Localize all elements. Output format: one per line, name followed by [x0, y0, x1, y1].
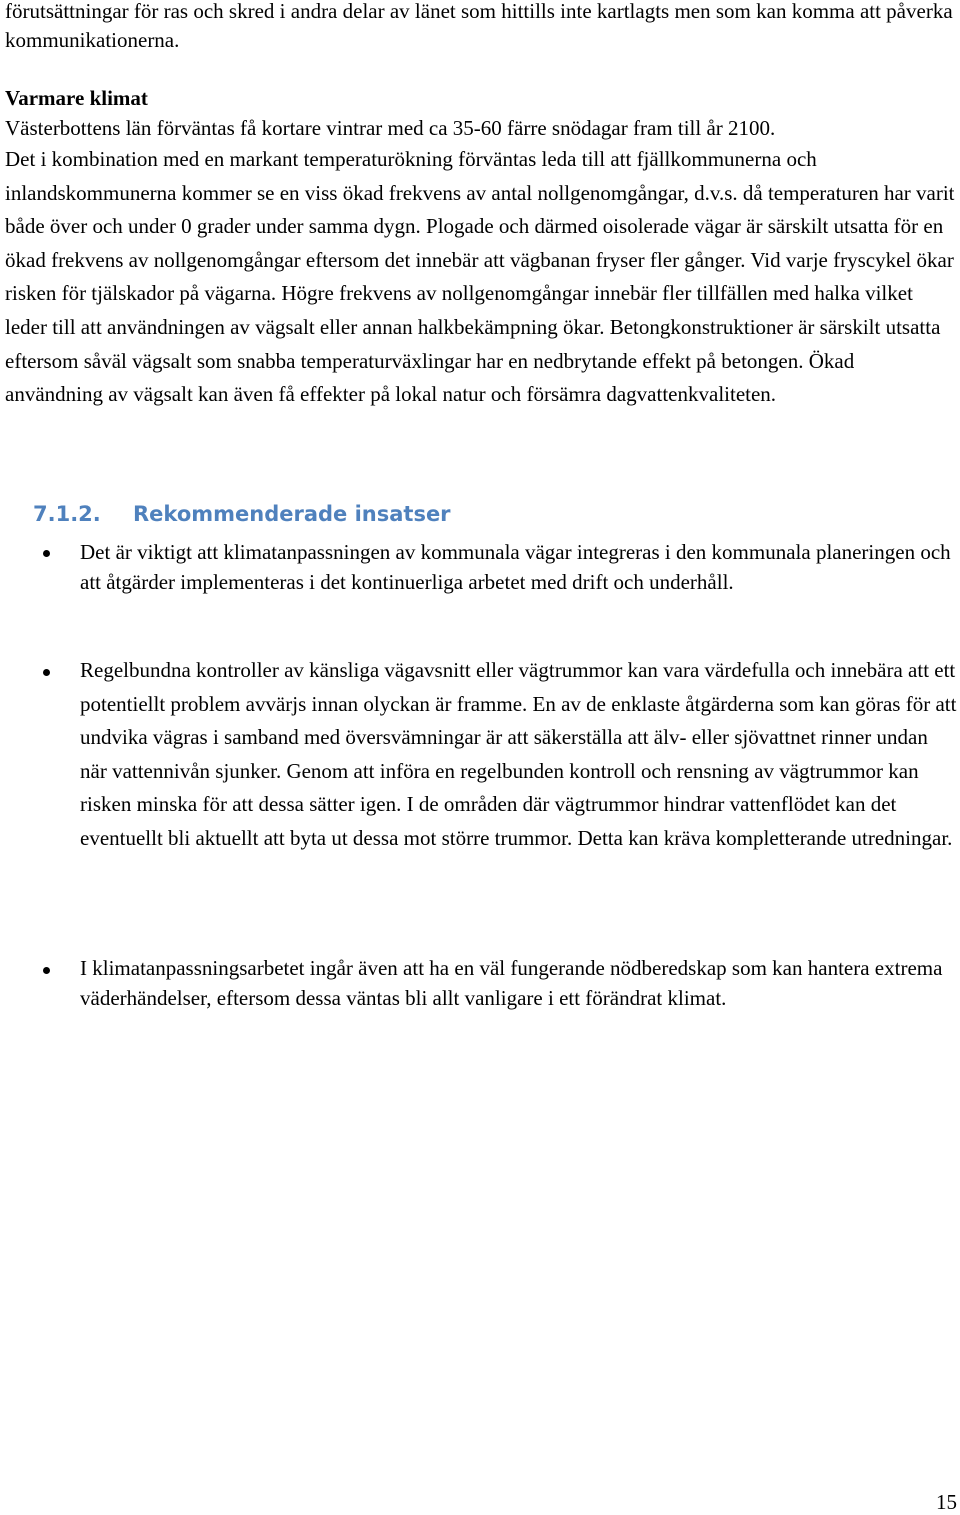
bullet-item: Det är viktigt att klimatanpassningen av kommunala vägar integreras i den kommunala planeringen och att åtgärder implementeras i det kontinuerliga arbetet med drift och underhåll. [80, 540, 951, 594]
climate-block [5, 83, 955, 143]
climate-first-line: Västerbottens län förväntas få kortare vintrar med ca 35-60 färre snödagar fram till år 2100. [5, 116, 776, 140]
bullet-item: I klimatanpassningsarbetet ingår även att ha en väl fungerande nödberedskap som kan hantera extrema väderhändelser, eftersom dessa väntas bli allt vanligare i ett förändrat klimat. [80, 956, 943, 1010]
page-number: 15 [936, 1490, 957, 1514]
climate-body-paragraph: Det i kombination med en markant temperaturökning förväntas leda till att fjällkommunerna och inlandskommunerna kommer se en viss ökad frekvens av antal nollgenomgångar, d.v.s. då temperaturen har varit både över och under 0 grader under samma dygn. Plogade och därmed oisolerade vägar är särskilt utsatta för en ökad frekvens av nollgenomgångar eftersom det innebär att vägbanan fryser fler gånger. Vid varje fryscykel ökar risken för tjälskador på vägarna. Högre frekvens av nollgenomgångar innebär fler tillfällen med halka vilket leder till att användningen av vägsalt eller annan halkbekämpning ökar. Betongkonstruktioner är särskilt utsatta eftersom såväl vägsalt som snabba temperaturväxlingar har en nedbrytande effekt på betongen. Ökad användning av vägsalt kan även få effekter på lokal natur och försämra dagvattenkvaliteten. [5, 147, 955, 407]
bullet-item: Regelbundna kontroller av känsliga vägavsnitt eller vägtrummor kan vara värdefulla och innebära att ett potentiellt problem avvärjs innan olyckan är framme. En av de enklaste åtgärderna som kan göras för att undvika vägras i samband med översvämningar är att säkerställa att älv- eller sjövattnet rinner undan när vattennivån sjunker. Genom att införa en regelbunden kontroll och rensning av vägtrummor kan risken minska för att dessa sätter igen. I de områden där vägtrummor hindrar vattenflödet kan det eventuellt bli aktuellt att byta ut dessa mot större trummor. Detta kan kräva kompletterande utredningar. [80, 658, 957, 850]
section-heading [5, 502, 451, 526]
bullet-dot-icon [43, 669, 50, 676]
section-number: 7.1.2. [33, 502, 101, 526]
climate-heading: Varmare klimat [5, 86, 148, 110]
section-title: Rekommenderade insatser [133, 502, 451, 526]
intro-paragraph: förutsättningar för ras och skred i andra delar av länet som hittills inte kartlagts men som kan komma att påverka kommunikationerna. [5, 0, 953, 52]
bullet-dot-icon [43, 550, 50, 557]
bullet-dot-icon [43, 967, 50, 974]
